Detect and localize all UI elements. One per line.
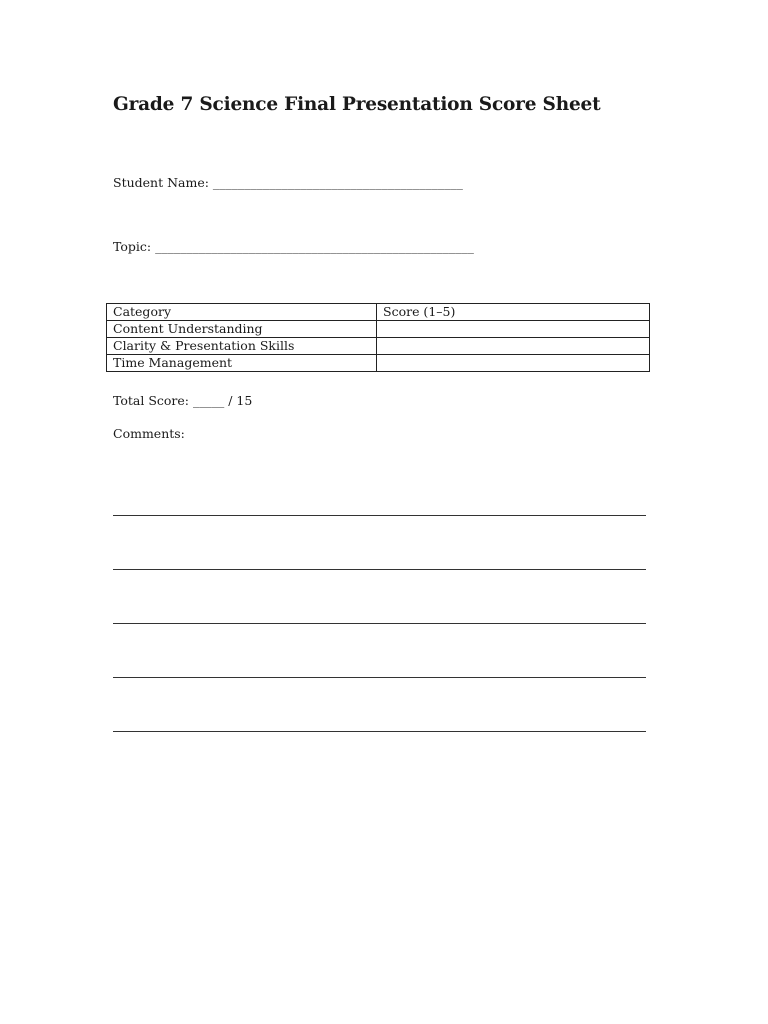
- score-cell[interactable]: [377, 321, 650, 338]
- table-row: [107, 338, 650, 355]
- category-cell: Content Understanding: [107, 321, 377, 338]
- comment-line[interactable]: [113, 731, 646, 732]
- comment-line[interactable]: [113, 677, 646, 678]
- topic-field[interactable]: Topic: ___________________________________________________: [113, 239, 474, 254]
- score-table: [106, 303, 650, 372]
- header-score: Score (1–5): [377, 304, 650, 321]
- table-row: [107, 321, 650, 338]
- score-cell[interactable]: [377, 355, 650, 372]
- category-cell: Time Management: [107, 355, 377, 372]
- category-cell: Clarity & Presentation Skills: [107, 338, 377, 355]
- comment-line[interactable]: [113, 569, 646, 570]
- comment-line[interactable]: [113, 515, 646, 516]
- table-header-row: [107, 304, 650, 321]
- header-category: Category: [107, 304, 377, 321]
- comment-line[interactable]: [113, 623, 646, 624]
- total-score-field[interactable]: Total Score: _____ / 15: [113, 393, 253, 408]
- student-name-field[interactable]: Student Name: ________________________________________: [113, 175, 463, 190]
- page-title: Grade 7 Science Final Presentation Score Sheet: [113, 94, 601, 115]
- score-cell[interactable]: [377, 338, 650, 355]
- comments-label: Comments:: [113, 426, 185, 441]
- table-row: [107, 355, 650, 372]
